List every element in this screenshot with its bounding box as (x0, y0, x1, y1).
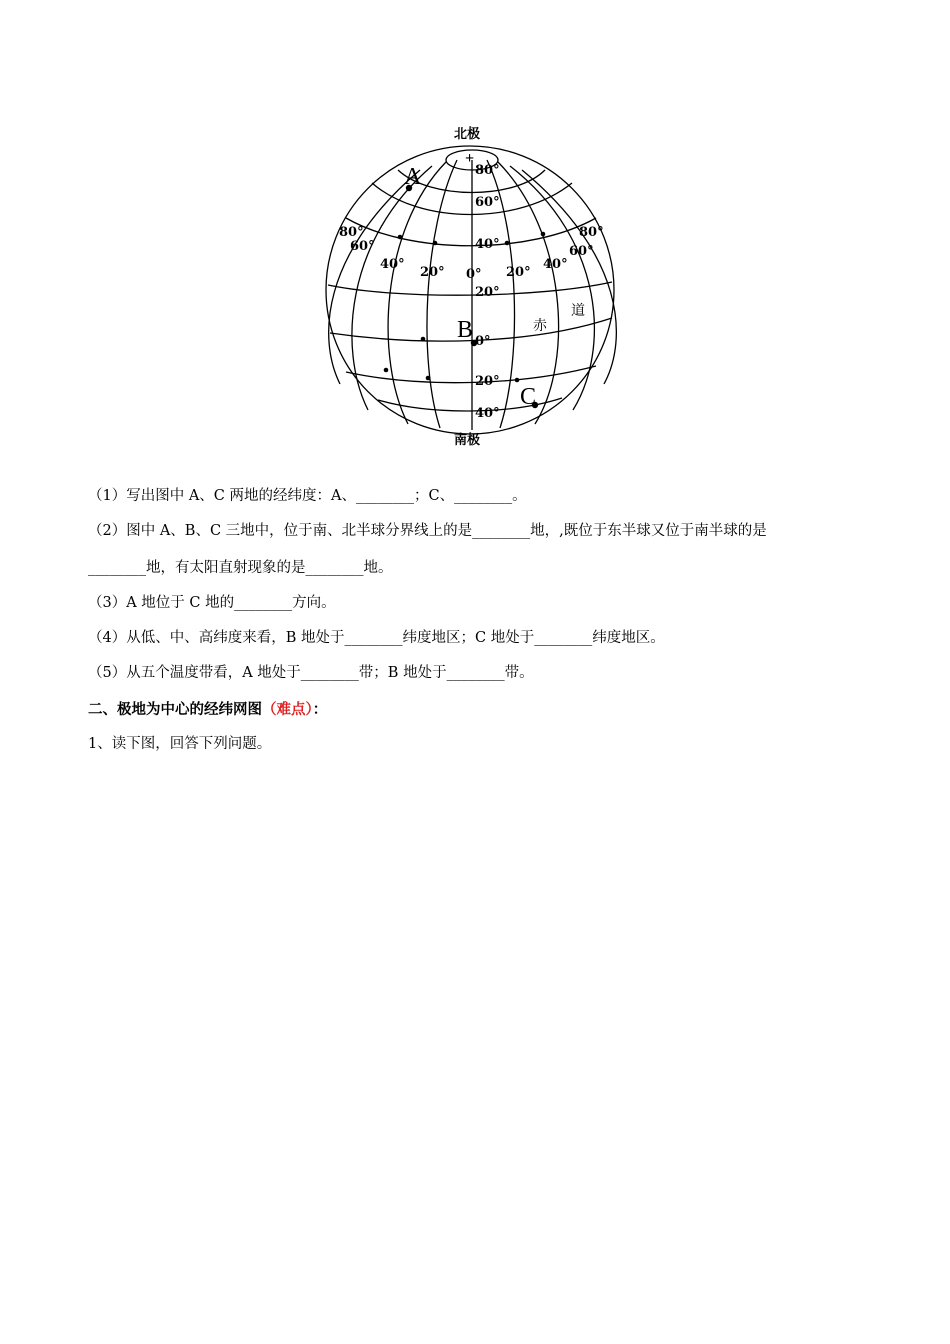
lon-label-w80: 80° (339, 225, 364, 240)
point-b-label: B (457, 317, 474, 343)
grid-dot (384, 368, 389, 373)
lat-label-s20: 20° (475, 374, 500, 389)
lon-label-e80: 80° (579, 225, 604, 240)
section-2-difficulty: （难点） (262, 701, 313, 718)
grid-dot (426, 376, 431, 381)
globe-figure (315, 118, 635, 458)
equator-label-2: 道 (571, 303, 585, 319)
lon-label-0: 0° (466, 267, 482, 282)
parallel-n20 (328, 282, 612, 295)
question-4: （4）从低、中、高纬度来看，B 地处于________纬度地区；C 地处于________纬度地区。 (88, 630, 665, 646)
question-5: （5）从五个温度带看，A 地处于________带；B 地处于________带。 (88, 665, 534, 681)
lon-label-w60: 60° (350, 239, 375, 254)
lat-label-n40: 40° (475, 237, 500, 252)
lat-label-n60: 60° (475, 195, 500, 210)
lat-label-n20: 20° (475, 285, 500, 300)
equator-label-1: 赤 (533, 318, 547, 334)
question-3: （3）A 地位于 C 地的________方向。 (88, 595, 336, 611)
grid-dot (505, 241, 510, 246)
parallel-s20 (346, 366, 596, 383)
grid-dot (398, 235, 403, 240)
globe-outline (326, 146, 614, 434)
question-2-line-2: ________地，有太阳直射现象的是________地。 (88, 560, 393, 576)
grid-dot (421, 337, 426, 342)
meridian-w20 (427, 160, 457, 428)
question-2-line-1: （2）图中 A、B、C 三地中，位于南、北半球分界线上的是________地，,既位于东半球又位于南半球的是 (88, 523, 767, 539)
section-2-title: 二、极地为中心的经纬网图 (88, 701, 262, 718)
question-1: （1）写出图中 A、C 两地的经纬度：A、________；C、________。 (88, 488, 527, 504)
meridian-w80 (329, 170, 420, 384)
grid-dot (433, 241, 438, 246)
lon-label-e40: 40° (543, 257, 568, 272)
lon-label-e20: 20° (506, 265, 531, 280)
grid-dot (541, 232, 546, 237)
lon-label-e60: 60° (569, 244, 594, 259)
lat-label-s40: 40° (475, 406, 500, 421)
globe-graticule-svg (315, 118, 635, 458)
lat-label-n80: 80° (475, 163, 500, 178)
lon-label-w40: 40° (380, 257, 405, 272)
lat-label-0: 0° (475, 334, 491, 349)
grid-dot (515, 378, 520, 383)
point-c-label: C (520, 384, 537, 410)
south-pole-label: 南极 (454, 433, 481, 448)
section-2-heading (88, 700, 327, 720)
point-a-label: A (404, 164, 422, 190)
lon-label-w20: 20° (420, 265, 445, 280)
north-pole-plus: + (465, 150, 475, 167)
north-pole-label: 北极 (454, 127, 481, 142)
section-2-colon: ： (312, 701, 328, 718)
section-2-item-1: 1、读下图，回答下列问题。 (88, 736, 272, 752)
meridian-e80 (522, 170, 616, 384)
